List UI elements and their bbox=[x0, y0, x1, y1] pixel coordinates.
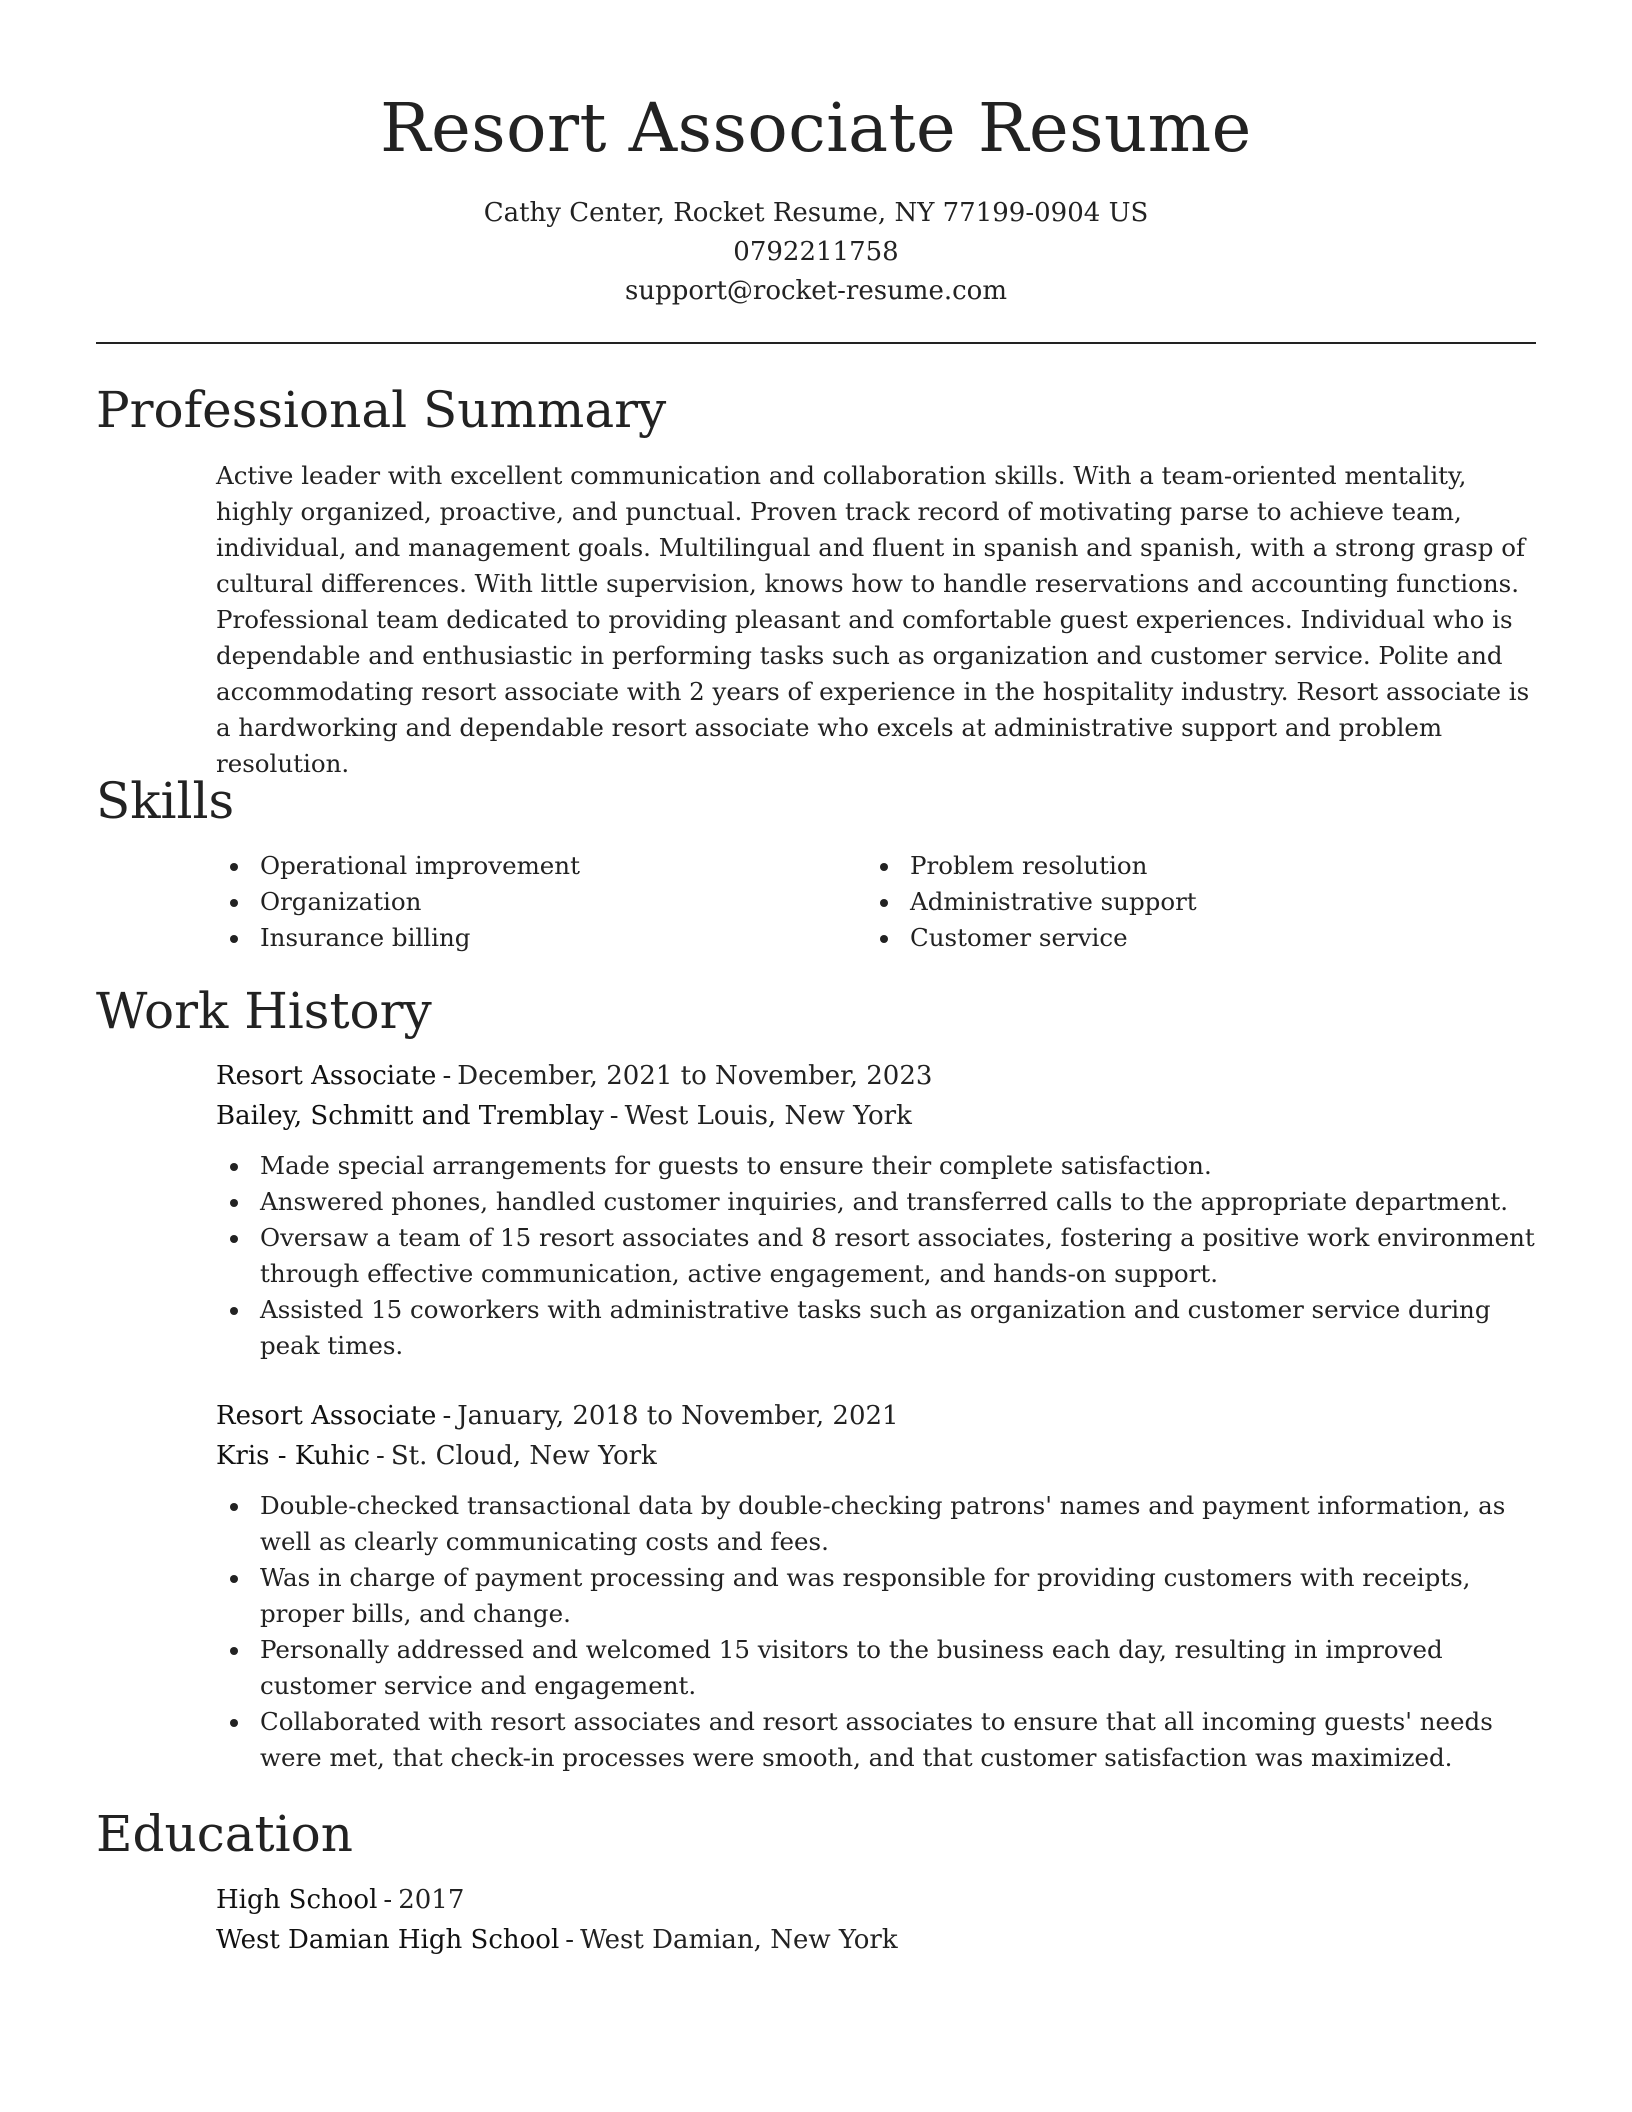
separator: - bbox=[442, 1401, 452, 1431]
job-company: Kris - Kuhic bbox=[216, 1441, 371, 1471]
job-company-line bbox=[216, 1096, 1536, 1136]
skill-item: Operational improvement bbox=[216, 848, 866, 884]
separator: - bbox=[442, 1061, 452, 1091]
education-degree: High School bbox=[216, 1885, 378, 1915]
skills-list bbox=[216, 848, 1536, 956]
contact-email: support@rocket-resume.com bbox=[624, 276, 1007, 306]
work-history-heading: Work History bbox=[96, 982, 432, 1040]
job-company-line bbox=[216, 1436, 1536, 1476]
education-entry bbox=[216, 1880, 1536, 1960]
job-title: Resort Associate bbox=[216, 1061, 437, 1091]
contact-address: Cathy Center, Rocket Resume, NY 77199-0904 US bbox=[483, 198, 1149, 228]
job-company: Bailey, Schmitt and Tremblay bbox=[216, 1101, 604, 1131]
contact-phone: 0792211758 bbox=[733, 237, 899, 267]
job-location: St. Cloud, New York bbox=[390, 1441, 657, 1471]
contact-block bbox=[0, 194, 1632, 311]
skill-item: Administrative support bbox=[866, 884, 1516, 920]
skills-section bbox=[216, 848, 1536, 956]
job-duty: Assisted 15 coworkers with administrative tasks such as organization and customer service during peak times. bbox=[216, 1292, 1536, 1364]
education-school: West Damian High School bbox=[216, 1925, 560, 1955]
job-duties-list bbox=[216, 1148, 1536, 1364]
header-divider bbox=[96, 342, 1536, 344]
education-school-line bbox=[216, 1920, 1536, 1960]
job-duty: Oversaw a team of 15 resort associates and 8 resort associates, fostering a positive work environment through effective communication, active engagement, and hands-on support. bbox=[216, 1220, 1536, 1292]
job-duty: Answered phones, handled customer inquiries, and transferred calls to the appropriate department. bbox=[216, 1184, 1536, 1220]
separator: - bbox=[383, 1885, 393, 1915]
skill-item: Insurance billing bbox=[216, 920, 866, 956]
separator: - bbox=[565, 1925, 575, 1955]
job-duty: Double-checked transactional data by double-checking patrons' names and payment information, as well as clearly communicating costs and fees. bbox=[216, 1488, 1536, 1560]
resume-header bbox=[0, 0, 1632, 311]
separator: - bbox=[376, 1441, 385, 1471]
job-entry bbox=[216, 1056, 1536, 1364]
skill-item: Organization bbox=[216, 884, 866, 920]
education-degree-line bbox=[216, 1880, 1536, 1920]
job-duty: Was in charge of payment processing and was responsible for providing customers with receipts, proper bills, and change. bbox=[216, 1560, 1536, 1632]
summary-heading: Professional Summary bbox=[96, 381, 667, 439]
job-duty: Personally addressed and welcomed 15 visitors to the business each day, resulting in improved customer service and engagement. bbox=[216, 1632, 1536, 1704]
education-heading: Education bbox=[96, 1805, 353, 1863]
job-duty: Collaborated with resort associates and resort associates to ensure that all incoming guests' needs were met, that check-in processes were smooth, and that customer satisfaction was maximized. bbox=[216, 1704, 1536, 1776]
job-title-line bbox=[216, 1056, 1536, 1096]
skills-heading: Skills bbox=[96, 772, 235, 830]
resume-title: Resort Associate Resume bbox=[380, 89, 1252, 167]
job-duty: Made special arrangements for guests to ensure their complete satisfaction. bbox=[216, 1148, 1536, 1184]
education-location: West Damian, New York bbox=[580, 1925, 898, 1955]
summary-text: Active leader with excellent communication and collaboration skills. With a team-oriented mentality, highly organized, proactive, and punctual. Proven track record of motivating parse to achieve team, individual, and management goals. Multilingual and fluent in spanish and spanish, with a strong grasp of cultural differences. With little supervision, knows how to handle reservations and accounting functions. Professional team dedicated to providing pleasant and comfortable guest experiences. Individual who is dependable and enthusiastic in performing tasks such as organization and customer service. Polite and accommodating resort associate with 2 years of experience in the hospitality industry. Resort associate is a hardworking and dependable resort associate who excels at administrative support and problem resolution. bbox=[216, 461, 1530, 778]
job-entry bbox=[216, 1396, 1536, 1776]
summary-section bbox=[216, 458, 1536, 782]
job-duties-list bbox=[216, 1488, 1536, 1776]
job-dates: January, 2018 to November, 2021 bbox=[457, 1401, 899, 1431]
job-title-line bbox=[216, 1396, 1536, 1436]
skill-item: Problem resolution bbox=[866, 848, 1516, 884]
job-dates: December, 2021 to November, 2023 bbox=[457, 1061, 933, 1091]
job-title: Resort Associate bbox=[216, 1401, 437, 1431]
skill-item: Customer service bbox=[866, 920, 1516, 956]
education-year: 2017 bbox=[398, 1885, 465, 1915]
separator: - bbox=[609, 1101, 619, 1131]
job-location: West Louis, New York bbox=[624, 1101, 912, 1131]
